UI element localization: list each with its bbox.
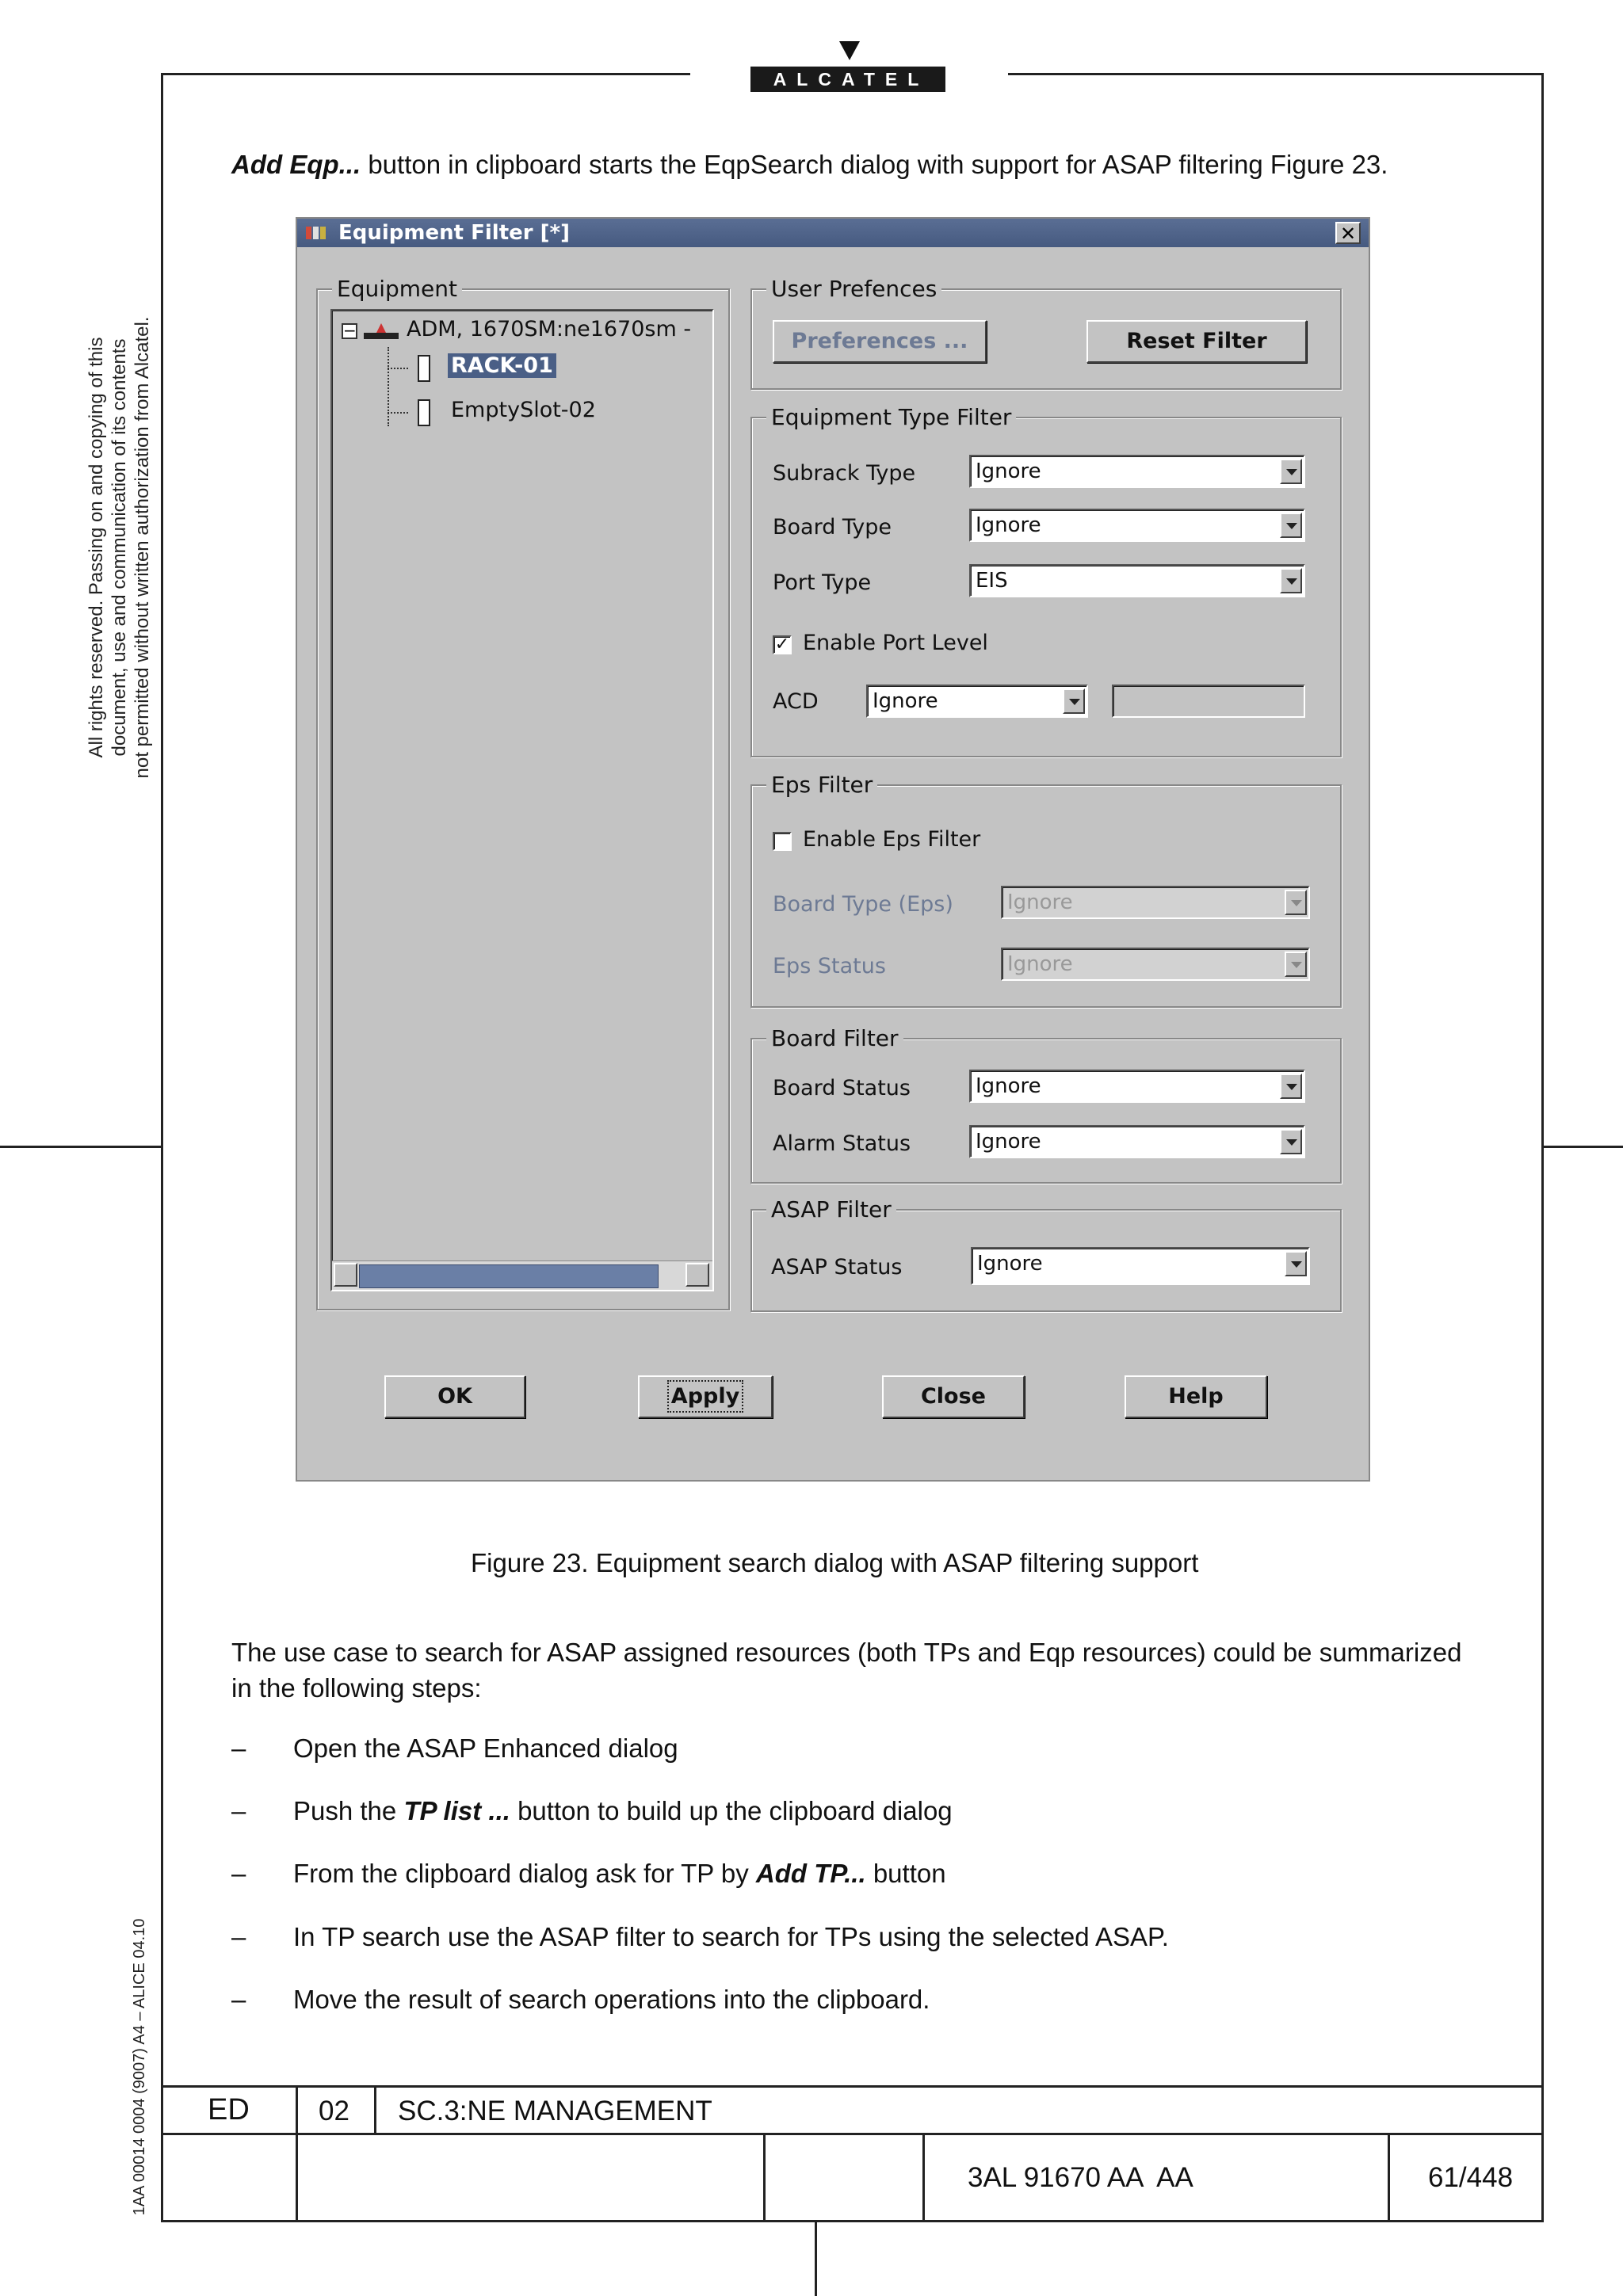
subrack-type-select[interactable] [969,455,1305,488]
close-icon[interactable]: ✕ [1335,222,1361,244]
rack-icon [418,355,430,382]
close-button[interactable] [882,1375,1025,1418]
acd-label: ACD [773,689,819,714]
chevron-down-icon[interactable] [1280,1074,1302,1099]
step-4 [293,1922,1169,1952]
chevron-down-icon[interactable] [1285,1251,1307,1276]
chevron-down-icon[interactable] [1063,688,1085,714]
step-5-pre: Move the result of search operations into the clipboard. [293,1985,930,2014]
tree-connector-branch-2 [388,412,408,414]
chevron-down-icon[interactable] [1280,459,1302,484]
step-1 [293,1733,678,1764]
port-type-select[interactable] [969,564,1305,597]
equipment-group-title: Equipment [332,276,462,302]
scroll-left-icon[interactable] [334,1263,357,1287]
enable-port-level-label[interactable]: Enable Port Level [803,631,988,655]
footer-mid-rule [161,2133,1544,2135]
step-dash-1: – [231,1733,246,1763]
ok-button[interactable] [384,1375,525,1418]
ne-node-icon [362,320,400,344]
alarm-status-select[interactable] [969,1125,1305,1158]
footer-ed-value: 02 [319,2096,349,2126]
frame-left [161,73,163,2222]
board-type-value: Ignore [976,513,1041,537]
port-type-label: Port Type [773,570,872,595]
rights-notice [85,278,156,817]
eps-status-select[interactable] [1001,948,1310,981]
tree-connector [388,347,389,426]
footer-page-number: 61/448 [1428,2162,1514,2193]
board-status-value: Ignore [976,1074,1041,1098]
margin-mark-left [0,1146,161,1148]
footer-col-1 [296,2085,298,2222]
eps-status-label: Eps Status [773,954,886,978]
footer-col-2 [374,2085,376,2133]
port-type-value: EIS [976,569,1008,593]
equipment-filter-dialog [296,217,1370,1482]
rights-notice-line-1: All rights reserved. Passing on and copying of this [86,337,107,758]
eps-status-value: Ignore [1007,952,1073,976]
eps-filter-title: Eps Filter [766,772,877,798]
footer-col-5 [1388,2133,1390,2222]
step-dash-3: – [231,1859,246,1888]
asap-status-label: ASAP Status [771,1255,903,1280]
footer-ed-label: ED [208,2093,250,2126]
preferences-button[interactable] [773,320,987,363]
eps-board-type-select[interactable] [1001,886,1310,919]
footer-top-rule [161,2085,1544,2088]
dialog-title: Equipment Filter [*] [338,221,571,245]
asap-filter-title: ASAP Filter [766,1196,896,1222]
footer-tail [815,2222,817,2296]
chevron-down-icon[interactable] [1285,890,1307,915]
slot-icon [418,399,430,426]
acd-text-field[interactable] [1112,685,1305,718]
footer-col-4 [922,2133,925,2222]
footer-section: SC.3:NE MANAGEMENT [398,2096,712,2126]
equipment-tree[interactable] [330,309,714,1291]
close-button-label: Close [920,1384,986,1409]
eps-board-type-label: Board Type (Eps) [773,892,953,917]
board-filter-title: Board Filter [766,1025,903,1051]
margin-mark-right [1541,1146,1623,1148]
reset-filter-button[interactable] [1086,320,1307,363]
preferences-button-label: Preferences ... [791,329,968,353]
step-3-bold: Add TP... [755,1859,866,1888]
footer-doc-number: 3AL 91670 AA AA [968,2162,1193,2193]
subrack-type-value: Ignore [976,460,1041,483]
ok-button-label: OK [437,1384,472,1409]
scroll-thumb[interactable] [359,1264,659,1288]
eps-board-type-value: Ignore [1007,891,1073,914]
apply-button-label: Apply [670,1384,740,1409]
alarm-status-value: Ignore [976,1130,1041,1154]
tree-item-emptyslot-02[interactable]: EmptySlot-02 [451,398,596,422]
step-2-pre: Push the [293,1796,404,1825]
form-code: 1AA 00014 0004 (9007) A4 – ALICE 04.10 [131,1918,148,2216]
step-dash-5: – [231,1985,246,2014]
asap-status-value: Ignore [977,1252,1043,1276]
use-case-line-2: in the following steps: [231,1673,482,1703]
apply-button[interactable] [638,1375,773,1418]
chevron-down-icon[interactable] [1285,952,1307,977]
chevron-down-icon[interactable] [1280,513,1302,538]
rights-notice-line-3: not permitted without written authorization from Alcatel. [132,316,153,779]
footer-col-3 [763,2133,766,2222]
enable-port-level-checkbox[interactable]: ✓ [773,635,792,654]
enable-eps-filter-checkbox[interactable] [773,832,792,851]
asap-status-select[interactable] [971,1247,1310,1285]
intro-rest: button in clipboard starts the EqpSearch dialog with support for ASAP filtering Figure 23. [361,150,1388,179]
help-button[interactable] [1125,1375,1267,1418]
reset-filter-label: Reset Filter [1126,329,1267,353]
user-prefs-title: User Prefences [766,276,941,302]
help-button-label: Help [1168,1384,1224,1409]
app-icon [305,225,327,241]
frame-top-right [1008,73,1544,75]
tree-root-label[interactable]: ADM, 1670SM:ne1670sm - [407,317,692,341]
enable-eps-filter-label[interactable]: Enable Eps Filter [803,827,981,852]
subrack-type-label: Subrack Type [773,461,916,486]
step-3 [293,1859,946,1889]
alarm-status-label: Alarm Status [773,1131,911,1156]
alcatel-logo: ALCATEL [750,67,945,92]
intro-text [231,147,1388,182]
footer-bottom-rule [161,2220,1544,2222]
alcatel-logo-icon [839,41,860,60]
acd-value: Ignore [873,689,938,713]
step-2 [293,1796,953,1826]
step-3-pre: From the clipboard dialog ask for TP by [293,1859,756,1888]
step-2-post: button to build up the clipboard dialog [510,1796,953,1825]
figure-caption: Figure 23. Equipment search dialog with ASAP filtering support [471,1548,1199,1577]
step-2-bold: TP list ... [403,1796,510,1825]
board-type-label: Board Type [773,515,892,540]
tree-item-rack-01[interactable]: RACK-01 [448,353,556,378]
acd-select[interactable] [866,685,1088,718]
step-4-pre: In TP search use the ASAP filter to search for TPs using the selected ASAP. [293,1922,1169,1951]
board-status-label: Board Status [773,1076,911,1100]
step-dash-2: – [231,1796,246,1825]
board-type-select[interactable] [969,509,1305,542]
board-filter-group [750,1025,1342,1184]
chevron-down-icon[interactable] [1280,1129,1302,1154]
step-3-post: button [865,1859,946,1888]
tree-horizontal-scrollbar[interactable] [332,1261,712,1290]
dialog-titlebar[interactable] [297,219,1369,247]
tree-connector-branch-1 [388,368,408,369]
rights-notice-line-2: document, use and communication of its contents [109,338,130,757]
equipment-type-title: Equipment Type Filter [766,404,1016,430]
use-case-line-1: The use case to search for ASAP assigned resources (both TPs and Eqp resources) could be summarized [231,1638,1462,1667]
step-5 [293,1985,930,2015]
tree-expander-icon[interactable]: − [343,321,357,340]
chevron-down-icon[interactable] [1280,568,1302,593]
step-dash-4: – [231,1922,246,1951]
board-status-select[interactable] [969,1070,1305,1103]
step-1-pre: Open the ASAP Enhanced dialog [293,1733,678,1763]
scroll-right-icon[interactable] [685,1263,709,1287]
frame-top-left [161,73,690,75]
intro-bold: Add Eqp... [231,150,361,179]
